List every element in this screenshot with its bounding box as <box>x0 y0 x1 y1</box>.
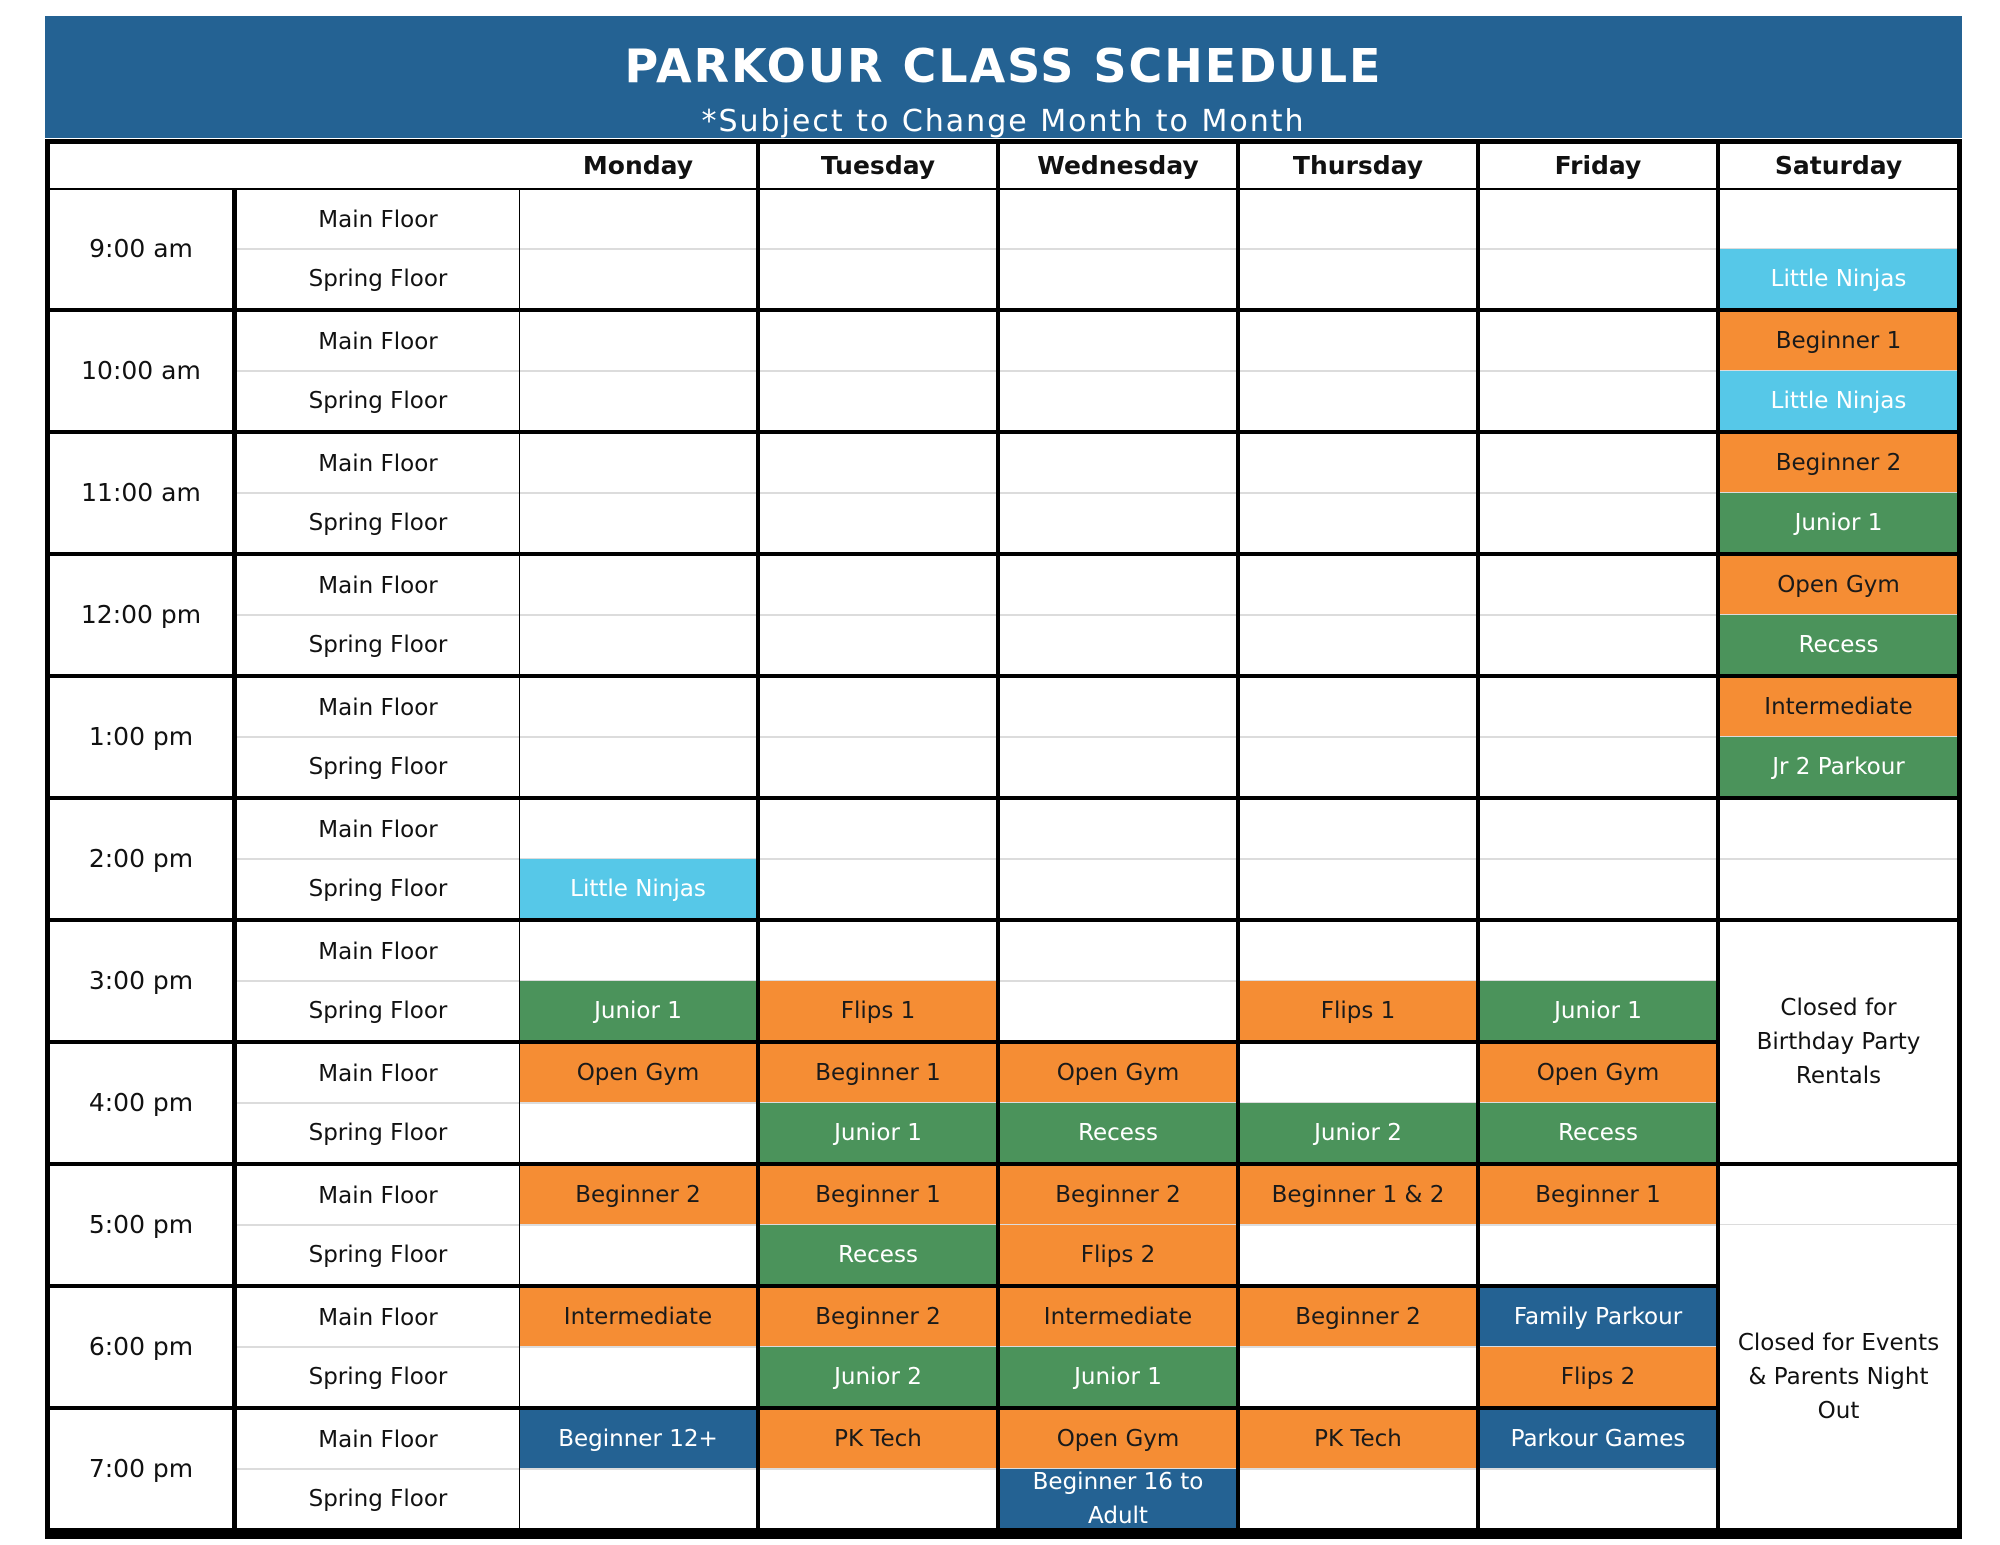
row-divider <box>520 492 756 494</box>
main-floor-label: Main Floor <box>237 1044 519 1103</box>
row-divider <box>1480 858 1716 860</box>
class-block[interactable]: Junior 1 <box>760 1103 996 1162</box>
main-floor-label: Main Floor <box>237 678 519 737</box>
time-slot-label: 1:00 pm <box>50 678 232 796</box>
spring-floor-label: Spring Floor <box>237 1347 519 1406</box>
row-divider <box>1480 248 1716 250</box>
spring-floor-label: Spring Floor <box>237 1103 519 1162</box>
row-divider <box>1480 370 1716 372</box>
main-floor-label: Main Floor <box>237 1288 519 1347</box>
row-divider <box>1000 980 1236 982</box>
class-block[interactable]: Parkour Games <box>1480 1410 1716 1468</box>
time-slot-label: 6:00 pm <box>50 1288 232 1406</box>
spring-floor-label: Spring Floor <box>237 981 519 1040</box>
main-floor-label: Main Floor <box>237 556 519 615</box>
time-slot-label: 3:00 pm <box>50 922 232 1040</box>
row-divider <box>760 370 996 372</box>
main-floor-label: Main Floor <box>237 190 519 249</box>
row-divider <box>1240 492 1476 494</box>
time-slot-label: 9:00 am <box>50 190 232 308</box>
time-slot-label: 11:00 am <box>50 434 232 552</box>
day-header-saturday: Saturday <box>1720 144 1957 188</box>
row-divider <box>237 1346 519 1348</box>
row-divider <box>1480 1224 1716 1226</box>
row-divider <box>237 248 519 250</box>
spring-floor-label: Spring Floor <box>237 1469 519 1528</box>
main-floor-label: Main Floor <box>237 434 519 493</box>
day-header-monday: Monday <box>520 144 756 188</box>
row-divider <box>1240 614 1476 616</box>
class-block[interactable]: Beginner 16 to Adult <box>1000 1469 1236 1528</box>
class-block[interactable]: Junior 1 <box>1000 1347 1236 1406</box>
class-block[interactable]: Beginner 1 & 2 <box>1240 1166 1476 1224</box>
time-slot-label: 12:00 pm <box>50 556 232 674</box>
class-block[interactable]: Junior 1 <box>1720 493 1957 552</box>
row-divider <box>1240 858 1476 860</box>
main-floor-label: Main Floor <box>237 1166 519 1225</box>
row-divider <box>237 1224 519 1226</box>
header-blank-cell <box>50 144 524 188</box>
class-block[interactable]: Flips 1 <box>1240 981 1476 1040</box>
class-block[interactable]: Recess <box>1720 615 1957 674</box>
row-divider <box>1000 858 1236 860</box>
class-block[interactable]: Junior 2 <box>1240 1103 1476 1162</box>
row-divider <box>1000 370 1236 372</box>
class-block[interactable]: Beginner 1 <box>1720 312 1957 370</box>
row-divider <box>1480 1468 1716 1470</box>
row-divider <box>1480 736 1716 738</box>
class-block[interactable]: Beginner 2 <box>1240 1288 1476 1346</box>
class-block[interactable]: Beginner 1 <box>760 1166 996 1224</box>
day-header-tuesday: Tuesday <box>760 144 996 188</box>
row-divider <box>237 736 519 738</box>
class-block[interactable]: Jr 2 Parkour <box>1720 737 1957 796</box>
class-block[interactable]: Intermediate <box>1000 1288 1236 1346</box>
class-block[interactable]: Beginner 2 <box>1720 434 1957 492</box>
class-block[interactable]: Junior 1 <box>1480 981 1716 1040</box>
closed-notice: Closed for Events & Parents Night Out <box>1720 1225 1957 1528</box>
row-divider <box>1240 370 1476 372</box>
row-divider <box>520 248 756 250</box>
row-divider <box>237 1468 519 1470</box>
row-divider <box>520 1468 756 1470</box>
row-divider <box>1000 248 1236 250</box>
class-block[interactable]: Open Gym <box>1000 1044 1236 1102</box>
class-block[interactable]: Little Ninjas <box>520 859 756 918</box>
class-block[interactable]: Junior 1 <box>520 981 756 1040</box>
main-floor-label: Main Floor <box>237 1410 519 1469</box>
class-block[interactable]: Flips 2 <box>1000 1225 1236 1284</box>
row-divider <box>1240 248 1476 250</box>
page-subtitle: *Subject to Change Month to Month <box>701 104 1306 139</box>
class-block[interactable]: Open Gym <box>1480 1044 1716 1102</box>
time-slot-label: 4:00 pm <box>50 1044 232 1162</box>
row-divider <box>520 1346 756 1348</box>
row-divider <box>520 370 756 372</box>
class-block[interactable]: Little Ninjas <box>1720 249 1957 308</box>
spring-floor-label: Spring Floor <box>237 249 519 308</box>
schedule-table <box>45 139 1962 1539</box>
day-header-thursday: Thursday <box>1240 144 1476 188</box>
row-divider <box>1480 614 1716 616</box>
row-divider <box>237 858 519 860</box>
class-block[interactable]: Family Parkour <box>1480 1288 1716 1346</box>
row-divider <box>1240 1224 1476 1226</box>
row-divider <box>520 614 756 616</box>
row-divider <box>1240 1468 1476 1470</box>
day-header-wednesday: Wednesday <box>1000 144 1236 188</box>
row-divider <box>237 492 519 494</box>
spring-floor-label: Spring Floor <box>237 371 519 430</box>
row-divider <box>1240 1346 1476 1348</box>
row-divider <box>1000 492 1236 494</box>
spring-floor-label: Spring Floor <box>237 1225 519 1284</box>
row-divider <box>760 1468 996 1470</box>
class-block[interactable]: Junior 2 <box>760 1347 996 1406</box>
row-divider <box>1000 614 1236 616</box>
class-block[interactable]: Recess <box>1000 1103 1236 1162</box>
class-block[interactable]: PK Tech <box>760 1410 996 1468</box>
closed-notice: Closed for Birthday Party Rentals <box>1720 922 1957 1162</box>
class-block[interactable]: Intermediate <box>520 1288 756 1346</box>
row-divider <box>1480 492 1716 494</box>
class-block[interactable]: Beginner 1 <box>1480 1166 1716 1224</box>
class-block[interactable]: Beginner 12+ <box>520 1410 756 1468</box>
class-block[interactable]: Little Ninjas <box>1720 371 1957 430</box>
row-divider <box>1240 736 1476 738</box>
main-floor-label: Main Floor <box>237 312 519 371</box>
row-divider <box>237 614 519 616</box>
row-divider <box>237 370 519 372</box>
main-floor-label: Main Floor <box>237 922 519 981</box>
row-divider <box>760 736 996 738</box>
row-divider <box>1000 736 1236 738</box>
class-block[interactable]: Recess <box>1480 1103 1716 1162</box>
row-divider <box>520 1102 756 1104</box>
class-block[interactable]: Beginner 2 <box>760 1288 996 1346</box>
class-block[interactable]: Recess <box>760 1225 996 1284</box>
spring-floor-label: Spring Floor <box>237 493 519 552</box>
spring-floor-label: Spring Floor <box>237 615 519 674</box>
class-block[interactable]: Flips 2 <box>1480 1347 1716 1406</box>
class-block[interactable]: Intermediate <box>1720 678 1957 736</box>
day-header-friday: Friday <box>1480 144 1716 188</box>
time-slot-label: 10:00 am <box>50 312 232 430</box>
schedule-header-banner <box>45 16 1962 138</box>
class-block[interactable]: Flips 1 <box>760 981 996 1040</box>
time-slot-label: 5:00 pm <box>50 1166 232 1284</box>
row-divider <box>237 1102 519 1104</box>
class-block[interactable]: Beginner 2 <box>520 1166 756 1224</box>
class-block[interactable]: Beginner 2 <box>1000 1166 1236 1224</box>
class-block[interactable]: Open Gym <box>1720 556 1957 614</box>
row-divider <box>1720 858 1957 860</box>
page-title: PARKOUR CLASS SCHEDULE <box>624 39 1383 93</box>
spring-floor-label: Spring Floor <box>237 859 519 918</box>
row-divider <box>760 614 996 616</box>
class-block[interactable]: Open Gym <box>520 1044 756 1102</box>
spring-floor-label: Spring Floor <box>237 737 519 796</box>
row-divider <box>520 736 756 738</box>
row-divider <box>760 248 996 250</box>
row-divider <box>760 858 996 860</box>
row-divider <box>760 492 996 494</box>
main-floor-label: Main Floor <box>237 800 519 859</box>
time-slot-label: 2:00 pm <box>50 800 232 918</box>
row-divider <box>237 980 519 982</box>
class-block[interactable]: Open Gym <box>1000 1410 1236 1468</box>
class-block[interactable]: Beginner 1 <box>760 1044 996 1102</box>
class-block[interactable]: PK Tech <box>1240 1410 1476 1468</box>
row-divider <box>520 1224 756 1226</box>
time-slot-label: 7:00 pm <box>50 1410 232 1528</box>
